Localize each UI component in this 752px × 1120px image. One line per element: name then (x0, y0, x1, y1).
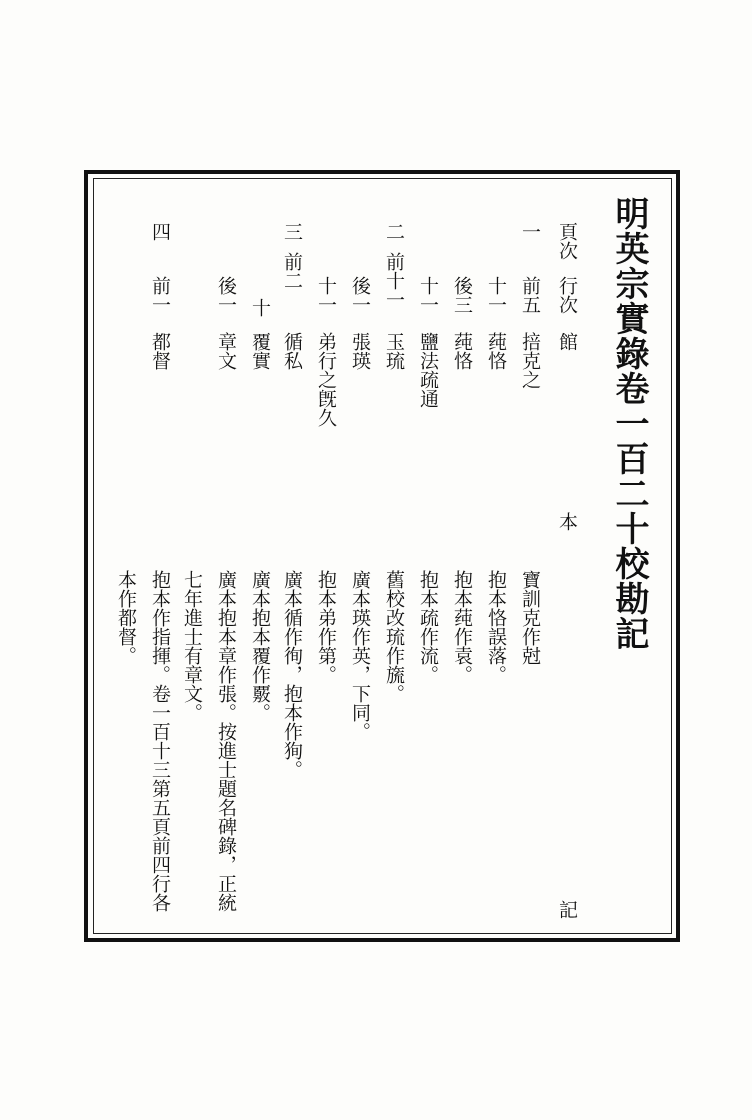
row-note: 抱本恪誤落。 (485, 570, 507, 684)
row-page: 四 (149, 222, 171, 241)
page-title: 明英宗實錄卷一百二十校勘記 (609, 196, 649, 651)
row-page: 一 (519, 222, 541, 241)
row-note: 寶訓克作尅 (519, 570, 541, 665)
header-line: 行次 (556, 276, 578, 314)
row-line: 後一 (215, 276, 237, 314)
row-text: 莼恪 (451, 332, 473, 370)
row-text: 都督 (149, 332, 171, 370)
row-note: 舊校改琉作旒。 (383, 570, 405, 703)
row-page: 三 (281, 222, 303, 241)
row-note: 廣本瑛作英，下同。 (349, 570, 371, 741)
row-note: 抱本莼作袁。 (451, 570, 473, 684)
row-line: 十 (249, 298, 271, 317)
row-line: 前十一 (383, 252, 405, 309)
row-line: 十一 (485, 276, 507, 314)
row-line: 十一 (315, 276, 337, 314)
row-note-continued: 七年進士有章文。 (181, 570, 203, 722)
header-note-end: 記 (556, 900, 578, 919)
row-line: 前五 (519, 276, 541, 314)
row-note: 廣本抱本章作張。按進士題名碑錄，正統 (215, 570, 237, 912)
row-note-continued: 本作都督。 (115, 570, 137, 665)
row-page: 二 (383, 222, 405, 241)
row-line: 十一 (417, 276, 439, 314)
row-text: 莼恪 (485, 332, 507, 370)
row-text: 張瑛 (349, 332, 371, 370)
header-note: 本 (556, 512, 578, 531)
row-line: 後三 (451, 276, 473, 314)
row-note: 廣本循作徇，抱本作狥。 (281, 570, 303, 779)
row-note: 抱本作指揮。卷一百十三第五頁前四行各 (149, 570, 171, 912)
row-text: 玉琉 (383, 332, 405, 370)
row-text: 弟行之旣久 (315, 332, 337, 427)
row-text: 覆實 (249, 332, 271, 370)
row-note: 抱本弟作第。 (315, 570, 337, 684)
row-note: 抱本疏作流。 (417, 570, 439, 684)
row-text: 循私 (281, 332, 303, 370)
row-text: 章文 (215, 332, 237, 370)
row-line: 後一 (349, 276, 371, 314)
row-line: 前二 (281, 252, 303, 290)
row-line: 前一 (149, 276, 171, 314)
row-text: 鹽法疏通 (417, 332, 439, 408)
header-page: 頁次 (556, 222, 578, 260)
row-text: 掊克之 (519, 332, 541, 389)
row-note: 廣本抱本覆作覈。 (249, 570, 271, 722)
header-text: 館 (556, 332, 578, 351)
